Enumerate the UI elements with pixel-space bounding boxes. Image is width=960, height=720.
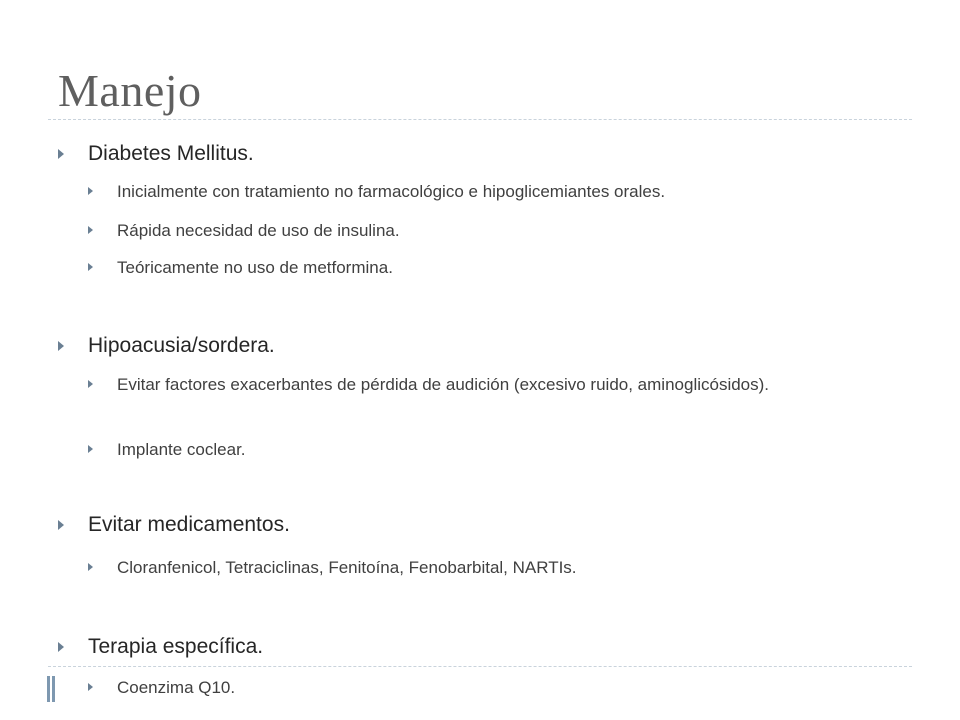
list-item-text: Inicialmente con tratamiento no farmacológico e hipoglicemiantes orales.	[117, 182, 666, 201]
arrow-bullet-icon	[58, 520, 64, 530]
list-item	[88, 676, 888, 700]
section-heading-text: Diabetes Mellitus.	[88, 142, 254, 165]
accent-bar	[47, 676, 50, 702]
arrow-bullet-icon	[58, 642, 64, 652]
list-item	[88, 219, 888, 243]
list-item-text: Evitar factores exacerbantes de pérdida de audición (excesivo ruido, aminoglicósidos).	[117, 375, 770, 394]
arrow-bullet-icon	[58, 341, 64, 351]
section-heading-diabetes	[58, 141, 254, 167]
footer-divider	[48, 666, 912, 667]
arrow-bullet-icon	[88, 445, 93, 453]
list-item-text: Rápida necesidad de uso de insulina.	[117, 221, 400, 240]
section-heading-medicamentos	[58, 512, 290, 538]
section-heading-text: Terapia específica.	[88, 635, 264, 658]
slide-title: Manejo	[58, 65, 202, 116]
list-item-text: Coenzima Q10.	[117, 678, 236, 697]
section-heading-text: Hipoacusia/sordera.	[88, 334, 275, 357]
list-item-text: Teóricamente no uso de metformina.	[117, 258, 393, 277]
arrow-bullet-icon	[88, 226, 93, 234]
section-heading-hipoacusia	[58, 333, 275, 359]
arrow-bullet-icon	[88, 683, 93, 691]
title-divider	[48, 119, 912, 120]
arrow-bullet-icon	[88, 263, 93, 271]
arrow-bullet-icon	[58, 149, 64, 159]
accent-bar	[52, 676, 55, 702]
list-item-text: Implante coclear.	[117, 440, 246, 459]
section-heading-terapia	[58, 634, 263, 660]
list-item	[88, 438, 888, 462]
arrow-bullet-icon	[88, 187, 93, 195]
section-heading-text: Evitar medicamentos.	[88, 513, 290, 536]
list-item	[88, 180, 888, 204]
list-item	[88, 556, 888, 580]
list-item	[88, 256, 888, 280]
list-item	[88, 373, 888, 397]
footer-accent-marks	[47, 676, 57, 702]
list-item-text: Cloranfenicol, Tetraciclinas, Fenitoína, Fenobarbital, NARTIs.	[117, 558, 577, 577]
arrow-bullet-icon	[88, 563, 93, 571]
arrow-bullet-icon	[88, 380, 93, 388]
